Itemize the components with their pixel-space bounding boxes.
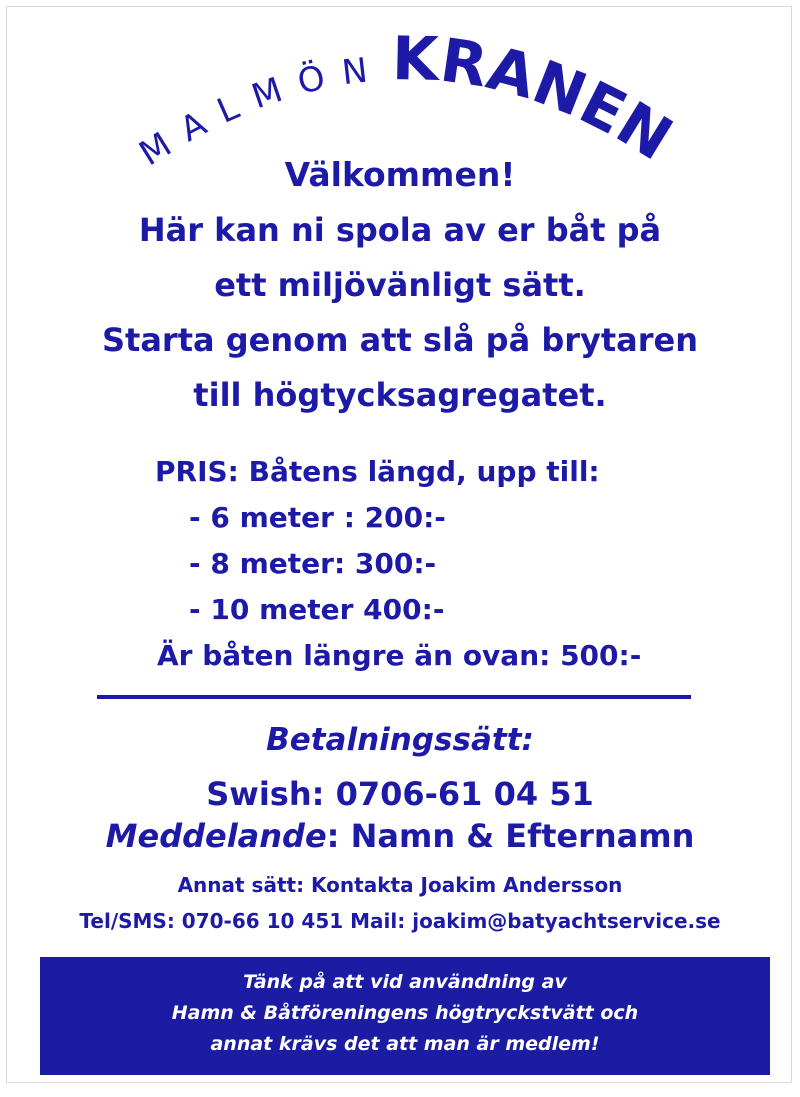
message-value: : Namn & Efternamn [326, 817, 695, 855]
member-notice-banner [40, 957, 770, 1075]
payment-heading: Betalningssätt: [266, 722, 534, 758]
notice-line: annat krävs det att man är medlem! [210, 1033, 600, 1055]
title-large: KRANEN [391, 24, 684, 175]
intro-text [7, 203, 793, 423]
price-over-limit: Är båten längre än ovan: 500:- [157, 639, 642, 672]
contact-line: Tel/SMS: 070-66 10 451 Mail: joakim@batyachtservice.se [79, 909, 721, 933]
contact-info [7, 867, 793, 939]
price-tier: - 8 meter: 300:- [189, 547, 437, 580]
intro-line: ett miljövänligt sätt. [214, 266, 586, 304]
message-label: Meddelande [105, 817, 327, 855]
intro-line: Här kan ni spola av er båt på [138, 211, 662, 249]
welcome-heading: Välkommen! [284, 155, 516, 194]
price-heading: PRIS: Båtens längd, upp till: [155, 455, 600, 488]
swish-number: Swish: 0706-61 04 51 [206, 775, 594, 813]
notice-line: Tänk på att vid användning av [243, 971, 567, 993]
title-small: MALMÖN [132, 48, 387, 175]
price-list [155, 449, 641, 679]
poster [6, 6, 792, 1083]
contact-line: Annat sätt: Kontakta Joakim Andersson [177, 873, 623, 897]
price-tier: - 6 meter : 200:- [189, 501, 446, 534]
divider [97, 695, 691, 699]
price-tier: - 10 meter 400:- [189, 593, 445, 626]
intro-line: Starta genom att slå på brytaren [101, 321, 699, 359]
notice-line: Hamn & Båtföreningens högtryckstvätt och [171, 1002, 639, 1024]
payment-message [7, 813, 793, 859]
intro-line: till högtycksagregatet. [193, 376, 607, 414]
